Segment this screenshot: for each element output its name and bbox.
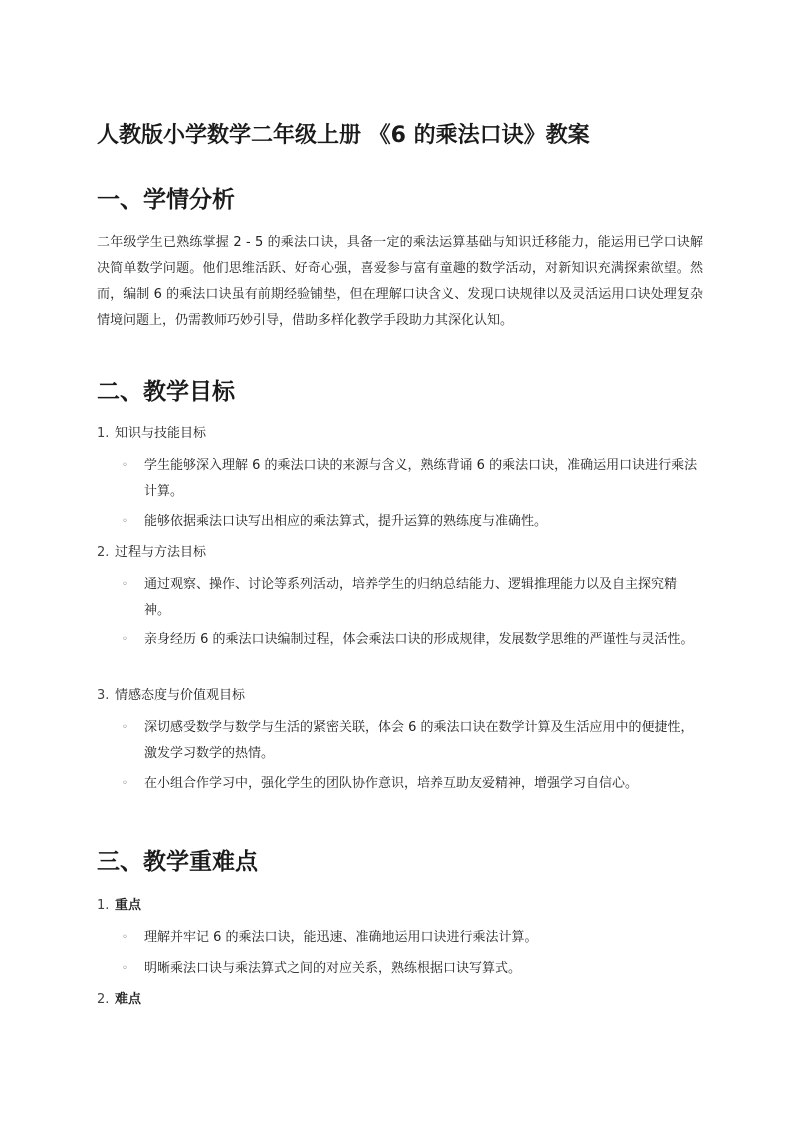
- bullet-text: 能够依据乘法口诀写出相应的乘法算式，提升运算的熟练度与准确性。: [144, 514, 548, 529]
- bullet-icon: ◦: [122, 579, 128, 590]
- bullet-icon: ◦: [122, 516, 128, 527]
- bullet-item: [122, 627, 702, 653]
- list-label: 重点: [115, 898, 142, 913]
- list-item: [97, 421, 697, 447]
- bullet-icon: ◦: [122, 722, 128, 733]
- list-label: 知识与技能目标: [115, 426, 207, 441]
- bullet-text: 明晰乘法口诀与乘法算式之间的对应关系，熟练根据口诀写算式。: [144, 961, 522, 976]
- bullet-text: 通过观察、操作、讨论等系列活动，培养学生的归纳总结能力、逻辑推理能力以及自主探究精神。: [144, 577, 678, 618]
- section-heading-key-points: 三、教学重难点: [97, 849, 258, 875]
- bullet-text: 亲身经历 6 的乘法口诀编制过程，体会乘法口诀的形成规律，发展数学思维的严谨性与灵活性。: [144, 632, 694, 647]
- list-item: [97, 540, 697, 566]
- bullet-icon: ◦: [122, 634, 128, 645]
- bullet-item: [122, 572, 702, 624]
- bullet-text: 学生能够深入理解 6 的乘法口诀的来源与含义，熟练背诵 6 的乘法口诀，准确运用口诀进行乘法计算。: [144, 458, 698, 499]
- list-number: 1.: [97, 898, 110, 913]
- learning-analysis-paragraph: 二年级学生已熟练掌握 2 - 5 的乘法口诀，具备一定的乘法运算基础与知识迁移能力，能运用已学口诀解决简单数学问题。他们思维活跃、好奇心强，喜爱参与富有童趣的数学活动，对新知识充满探索欲望。然而，编制 6 的乘法口诀虽有前期经验铺垫，但在理解口诀含义、发现口诀规律以及灵活运用口诀处理复杂情境问题上，仍需教师巧妙引导，借助多样化教学手段助力其深化认知。: [97, 235, 703, 328]
- document-title: 人教版小学数学二年级上册 《6 的乘法口诀》教案: [97, 123, 590, 148]
- list-number: 2.: [97, 992, 110, 1007]
- bullet-icon: ◦: [122, 778, 128, 789]
- bullet-item: [122, 453, 702, 505]
- list-label: 过程与方法目标: [115, 545, 207, 560]
- list-number: 1.: [97, 426, 110, 441]
- list-number: 2.: [97, 545, 110, 560]
- section-heading-teaching-goals: 二、教学目标: [97, 379, 235, 405]
- bullet-text: 理解并牢记 6 的乘法口诀，能迅速、准确地运用口诀进行乘法计算。: [144, 930, 538, 945]
- list-item: [97, 987, 697, 1013]
- list-label: 难点: [115, 992, 142, 1007]
- section-heading-learning-analysis: 一、学情分析: [97, 187, 235, 213]
- bullet-icon: ◦: [122, 460, 128, 471]
- bullet-item: [122, 956, 702, 982]
- bullet-item: [122, 509, 702, 535]
- bullet-text: 在小组合作学习中，强化学生的团队协作意识，培养互助友爱精神，增强学习自信心。: [144, 776, 639, 791]
- list-item: [97, 893, 697, 919]
- bullet-icon: ◦: [122, 963, 128, 974]
- bullet-text: 深切感受数学与数学与生活的紧密关联，体会 6 的乘法口诀在数学计算及生活应用中的便捷性，激发学习数学的热情。: [144, 720, 694, 761]
- list-number: 3.: [97, 688, 110, 703]
- list-item: [97, 683, 697, 709]
- bullet-icon: ◦: [122, 932, 128, 943]
- bullet-item: [122, 715, 702, 767]
- list-label: 情感态度与价值观目标: [115, 688, 246, 703]
- bullet-item: [122, 771, 702, 797]
- bullet-item: [122, 925, 702, 951]
